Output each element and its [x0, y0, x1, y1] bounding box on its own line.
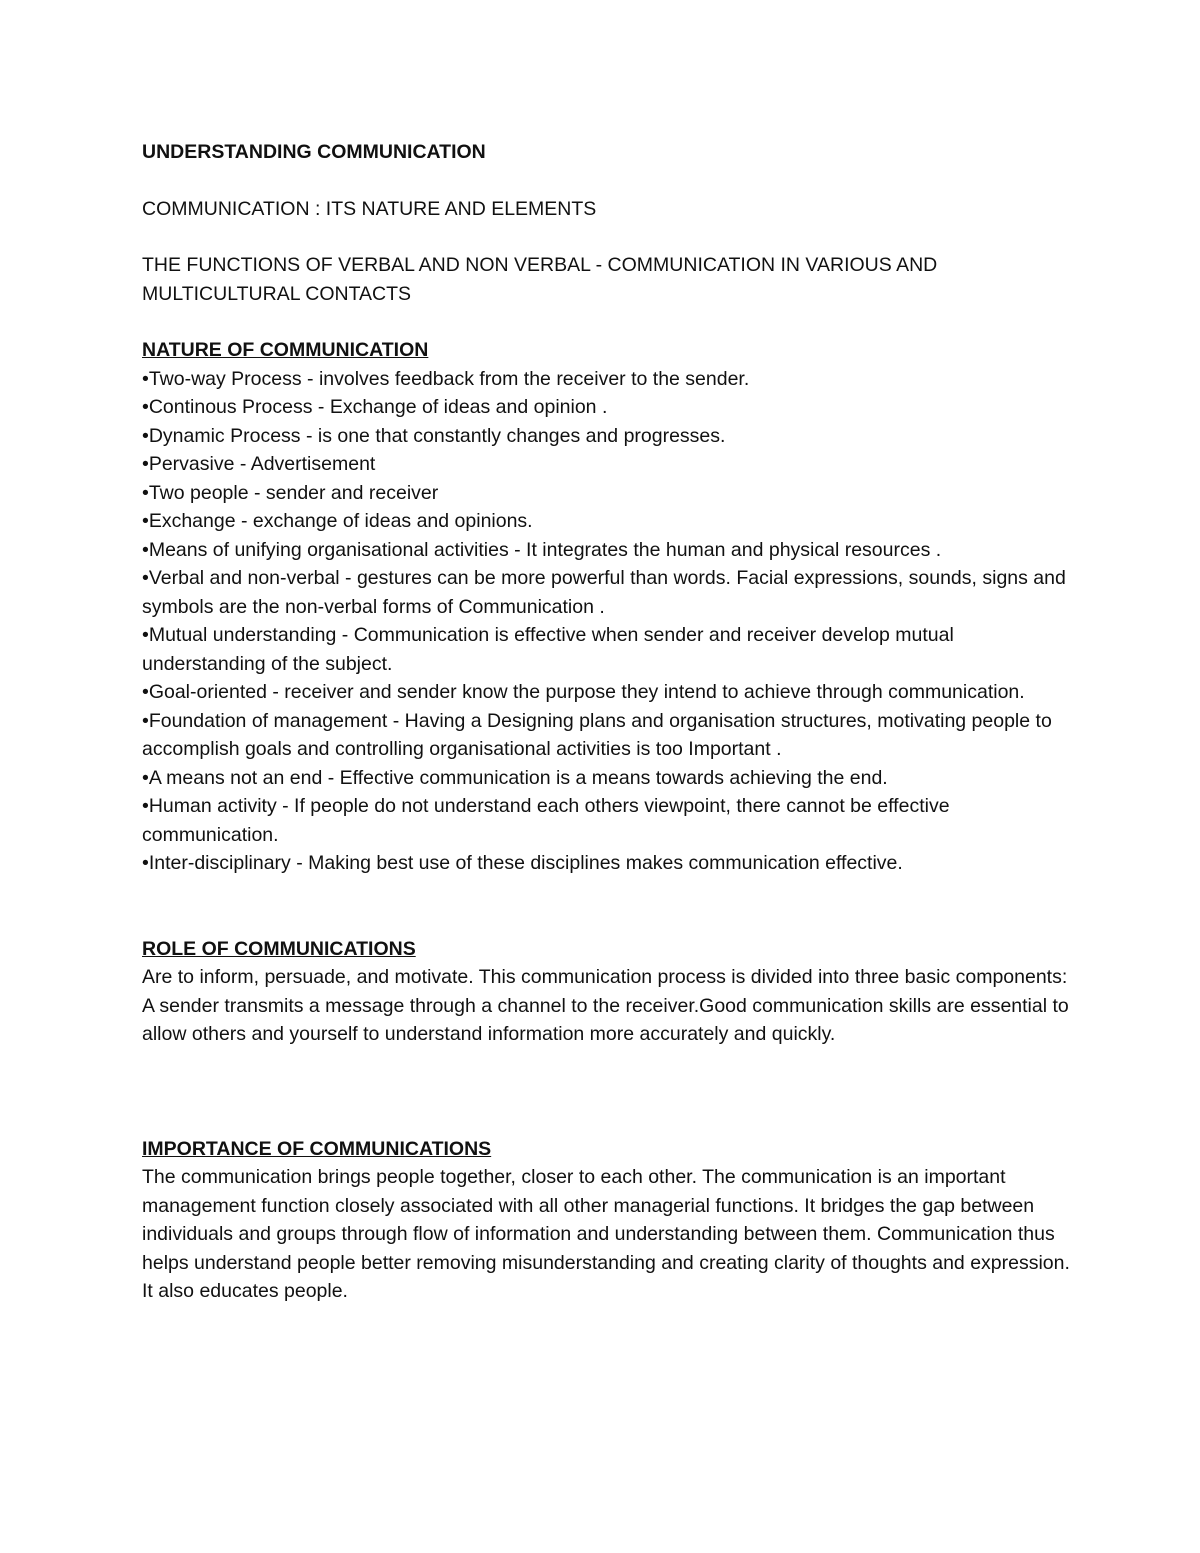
list-item: •Verbal and non-verbal - gestures can be more powerful than words. Facial expressions, sounds, signs and symbols are the non-verbal forms of Communication .	[142, 567, 1066, 618]
list-item: •Pervasive - Advertisement	[142, 453, 376, 475]
spacer	[142, 878, 1072, 935]
document-subtitle: COMMUNICATION : ITS NATURE AND ELEMENTS	[142, 197, 597, 220]
nature-list	[142, 365, 1072, 878]
document-title: UNDERSTANDING COMMUNICATION	[142, 141, 486, 163]
document-page	[142, 138, 1072, 1306]
list-item: •Foundation of management - Having a Designing plans and organisation structures, motivating people to accomplish goals and controlling organisational activities is too Important .	[142, 709, 1052, 760]
list-item: •Two-way Process - involves feedback from the receiver to the sender.	[142, 367, 750, 390]
list-item: •Goal-oriented - receiver and sender know the purpose they intend to achieve through communication.	[142, 681, 1025, 703]
list-item: •Mutual understanding - Communication is effective when sender and receiver develop mutual understanding of the subject.	[142, 624, 954, 675]
importance-section	[142, 1135, 1072, 1306]
list-item: •Human activity - If people do not understand each others viewpoint, there cannot be effective communication.	[142, 795, 950, 846]
functions-line: THE FUNCTIONS OF VERBAL AND NON VERBAL - COMMUNICATION IN VARIOUS AND MULTICULTURAL CONTACTS	[142, 254, 938, 305]
importance-heading: IMPORTANCE OF COMMUNICATIONS	[142, 1137, 492, 1160]
list-item: •Means of unifying organisational activities - It integrates the human and physical resources .	[142, 538, 942, 561]
list-item: •Two people - sender and receiver	[142, 481, 439, 504]
list-item: •Inter-disciplinary - Making best use of these disciplines makes communication effective.	[142, 852, 903, 874]
list-item: •Exchange - exchange of ideas and opinions.	[142, 510, 533, 532]
list-item: •Continous Process - Exchange of ideas and opinion .	[142, 396, 608, 418]
role-paragraph: Are to inform, persuade, and motivate. This communication process is divided into three basic components: A sender transmits a message through a channel to the receiver.Good communication skills are essential to allow others and yourself to understand information more accurately and quickly.	[142, 966, 1069, 1045]
role-section	[142, 935, 1072, 1049]
list-item: •Dynamic Process - is one that constantly changes and progresses.	[142, 424, 726, 447]
nature-section	[142, 336, 1072, 878]
list-item: •A means not an end - Effective communication is a means towards achieving the end.	[142, 766, 888, 789]
role-heading: ROLE OF COMMUNICATIONS	[142, 937, 416, 960]
importance-paragraph: The communication brings people together, closer to each other. The communication is an important management function closely associated with all other managerial functions. It bridges the gap between individuals and groups through flow of information and understanding between them. Communication thus helps understand people better removing misunderstanding and creating clarity of thoughts and expression. It also educates people.	[142, 1166, 1070, 1302]
spacer	[142, 1049, 1072, 1135]
nature-heading: NATURE OF COMMUNICATION	[142, 339, 429, 361]
